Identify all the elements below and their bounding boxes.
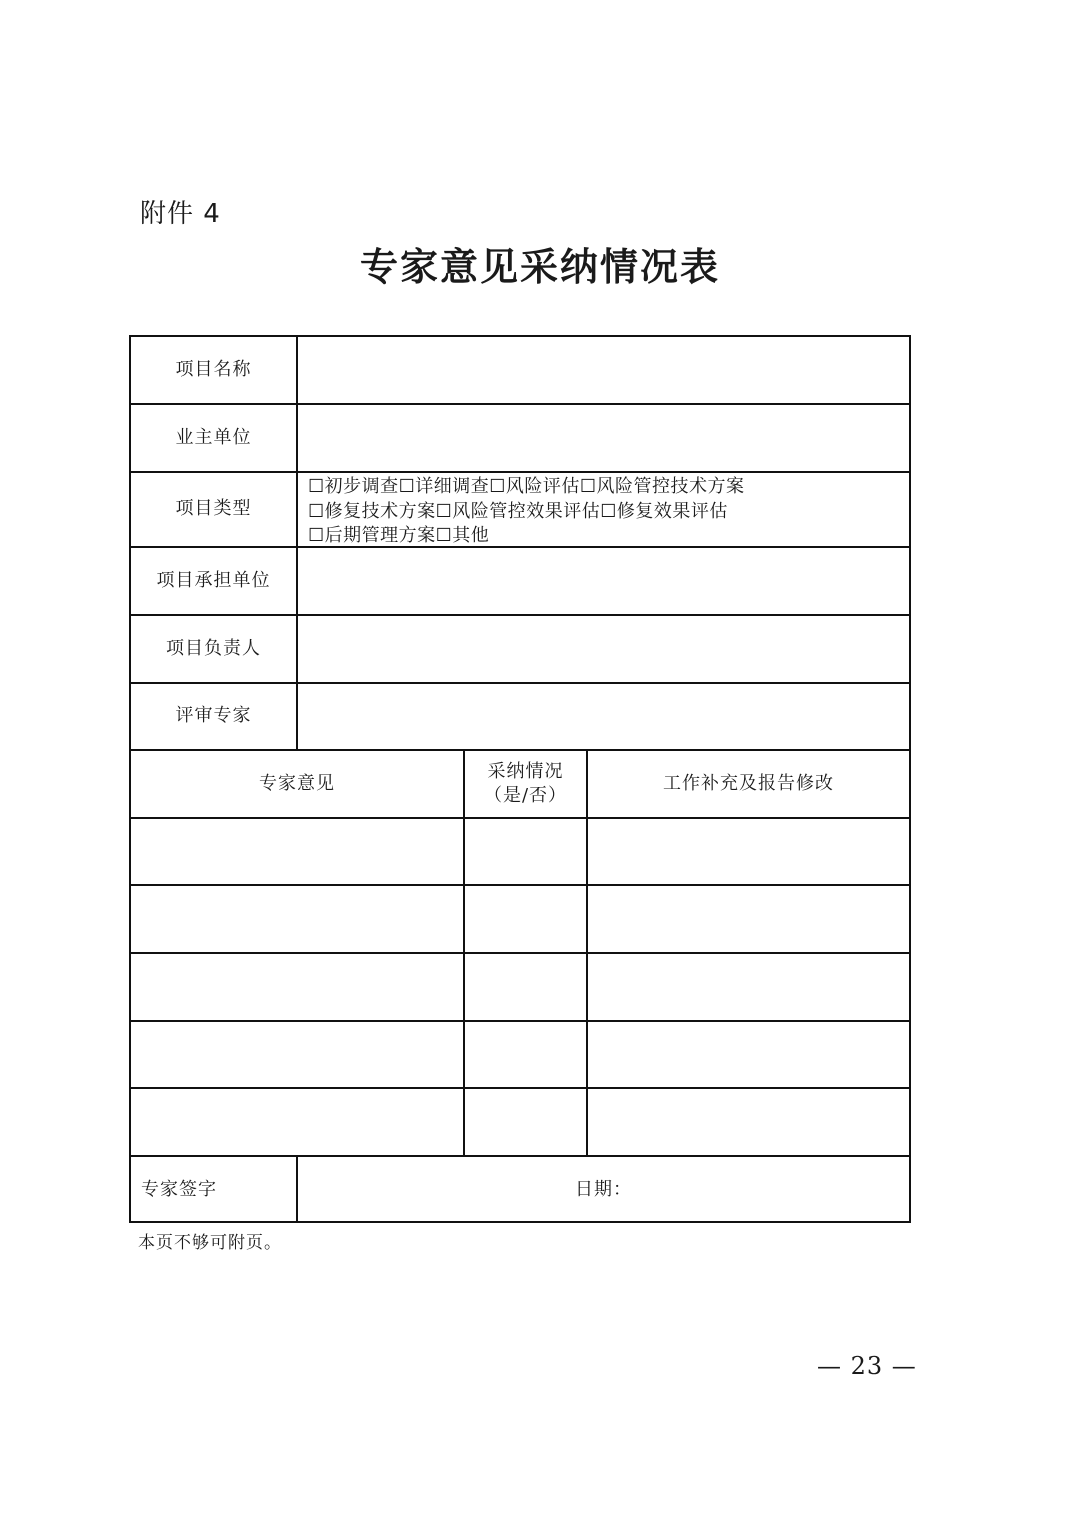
project-type-options[interactable]	[308, 475, 745, 549]
input-owner-unit[interactable]	[298, 404, 909, 471]
project-type-line[interactable]: ☐后期管理方案☐其他	[308, 525, 490, 546]
signature-date-field[interactable]	[298, 1156, 909, 1223]
table-row-revision[interactable]	[588, 1088, 909, 1155]
project-type-line[interactable]: ☐修复技术方案☐风险管控效果评估☐修复效果评估	[308, 500, 728, 522]
opinion-adoption-form	[129, 335, 911, 1223]
label-review-experts: 评审专家	[175, 705, 252, 727]
label-project-type: 项目类型	[175, 498, 252, 520]
document-title: 专家意见采纳情况表	[359, 245, 720, 289]
table-row-revision[interactable]	[588, 885, 909, 952]
project-type-line[interactable]: ☐初步调查☐详细调查☐风险评估☐风险管控技术方案	[308, 476, 745, 497]
input-review-experts[interactable]	[298, 683, 909, 749]
label-undertaking-unit: 项目承担单位	[156, 569, 271, 591]
input-undertaking-unit[interactable]	[298, 547, 909, 614]
date-label: 日期：	[575, 1178, 632, 1200]
table-row-adopted[interactable]	[465, 885, 586, 952]
page-number: — 23 —	[817, 1352, 917, 1380]
footnote: 本页不够可附页。	[138, 1233, 282, 1253]
table-row-adopted[interactable]	[465, 1088, 586, 1155]
label-project-name: 项目名称	[175, 359, 252, 381]
input-project-leader[interactable]	[298, 615, 909, 682]
table-row-adopted[interactable]	[465, 953, 586, 1020]
attachment-label: 附件 4	[140, 199, 221, 229]
table-row-opinion[interactable]	[131, 1021, 463, 1087]
table-row-opinion[interactable]	[131, 953, 463, 1020]
header-work-revision: 工作补充及报告修改	[663, 772, 834, 794]
table-row-revision[interactable]	[588, 953, 909, 1020]
table-row-opinion[interactable]	[131, 1088, 463, 1155]
table-row-adopted[interactable]	[465, 1021, 586, 1087]
table-row-adopted[interactable]	[465, 818, 586, 884]
header-adoption-status	[465, 750, 586, 817]
table-row-opinion[interactable]	[131, 885, 463, 952]
table-row-revision[interactable]	[588, 818, 909, 884]
header-adoption-line1: 采纳情况	[487, 761, 564, 783]
table-row-revision[interactable]	[588, 1021, 909, 1087]
header-expert-opinion: 专家意见	[259, 772, 335, 794]
label-expert-signature: 专家签字	[141, 1178, 217, 1200]
label-project-leader: 项目负责人	[166, 637, 261, 659]
header-adoption-line2: （是/否）	[483, 784, 568, 806]
table-row-opinion[interactable]	[131, 818, 463, 884]
input-project-name[interactable]	[298, 337, 909, 403]
label-owner-unit: 业主单位	[175, 426, 252, 448]
